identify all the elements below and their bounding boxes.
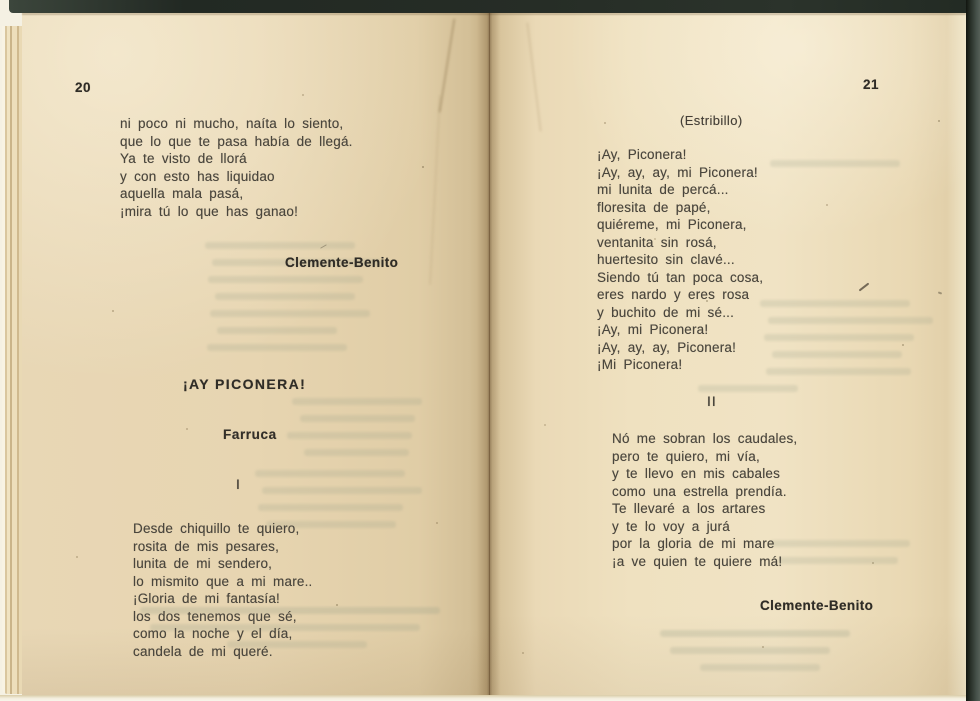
poem-line: Desde chiquillo te quiero, <box>133 521 300 536</box>
poem-line: ¡Gloria de mi fantasía! <box>133 591 281 606</box>
poem-line: ¡Mi Piconera! <box>597 357 683 372</box>
book-cover-edge-right <box>966 0 980 701</box>
poem-line: mi lunita de percá... <box>597 182 729 197</box>
poem-line: ¡Ay, Piconera! <box>597 147 687 162</box>
section-numeral: II <box>707 393 717 409</box>
poem-line: lo mismito que a mi mare.. <box>133 573 313 589</box>
poem-line: Siendo tú tan poca cosa, <box>597 269 764 285</box>
poem-line: Nó me sobran los caudales, <box>612 431 798 446</box>
poem-line: por la gloria de mi mare <box>612 536 775 551</box>
poem-line: ventanita sin rosá, <box>597 234 717 250</box>
poem-line: eres nardo y eres rosa <box>597 287 750 302</box>
gutter-hairline <box>489 13 490 696</box>
poem-line: rosita de mis pesares, <box>133 538 280 554</box>
stanza-two <box>612 430 797 570</box>
paper-speckles <box>0 0 2 2</box>
show-through-line <box>768 317 933 324</box>
poem-line: como una estrella prendía. <box>612 483 787 499</box>
refrain-stanza <box>597 146 763 374</box>
show-through-line <box>207 344 347 351</box>
cover-shadow-on-pages <box>22 13 966 15</box>
poem-line: ni poco ni mucho, naíta lo siento, <box>120 116 344 131</box>
show-through-line <box>772 351 902 358</box>
poem-line: Te llevaré a los artares <box>612 501 766 516</box>
show-through-line <box>215 293 355 300</box>
poem-line: y te lo voy a jurá <box>612 518 730 534</box>
show-through-line <box>205 242 355 249</box>
stanza-one <box>133 520 313 660</box>
poem-line: pero te quiero, mi vía, <box>612 448 760 464</box>
poem-line: ¡a ve quien te quiere má! <box>612 553 783 569</box>
poem-line: Ya te visto de llorá <box>120 151 247 166</box>
show-through-line <box>262 487 422 494</box>
page-edge-stack-left <box>2 26 24 694</box>
page-number-right: 21 <box>863 77 880 92</box>
book-cover-edge-top <box>9 0 980 13</box>
show-through-line <box>700 664 820 671</box>
poem-line: que lo que te pasa había de llegá. <box>120 133 353 149</box>
show-through-line <box>670 647 830 654</box>
intro-stanza <box>120 115 353 220</box>
show-through-line <box>304 449 409 456</box>
show-through-line <box>255 470 405 477</box>
show-through-line <box>258 504 403 511</box>
show-through-line <box>292 398 422 405</box>
show-through-line <box>208 276 363 283</box>
poem-line: ¡Ay, ay, ay, Piconera! <box>597 339 737 355</box>
show-through-line <box>770 160 900 167</box>
poem-line: ¡Ay, ay, ay, mi Piconera! <box>597 164 758 180</box>
poem-line: y buchito de mi sé... <box>597 304 735 320</box>
author-name: Clemente-Benito <box>285 255 399 270</box>
poem-line: lunita de mi sendero, <box>133 556 273 571</box>
show-through-line <box>766 368 911 375</box>
section-numeral: I <box>236 476 241 492</box>
refrain-heading: (Estribillo) <box>680 113 743 128</box>
poem-line: aquella mala pasá, <box>120 186 244 201</box>
poem-line: y con esto has liquidao <box>120 168 275 184</box>
scan-bottom-strip <box>0 695 966 701</box>
poem-title: ¡AY PICONERA! <box>183 376 307 392</box>
poem-line: los dos tenemos que sé, <box>133 608 297 624</box>
poem-line: candela de mi queré. <box>133 643 273 659</box>
show-through-line <box>217 327 337 334</box>
poem-line: huertesito sin clavé... <box>597 252 735 267</box>
poem-line: como la noche y el día, <box>133 626 293 641</box>
poem-line: ¡mira tú lo que has ganao! <box>120 203 299 219</box>
author-name: Clemente-Benito <box>760 598 874 613</box>
left-page <box>22 13 488 696</box>
poem-line: ¡Ay, mi Piconera! <box>597 322 709 337</box>
show-through-line <box>300 415 415 422</box>
right-page <box>488 13 966 696</box>
show-through-line <box>764 334 914 341</box>
show-through-line <box>287 432 412 439</box>
show-through-line <box>210 310 370 317</box>
poem-line: quiéreme, mi Piconera, <box>597 217 747 232</box>
poem-line: y te llevo en mis cabales <box>612 466 781 481</box>
show-through-line <box>760 300 910 307</box>
show-through-line <box>698 385 798 392</box>
show-through-line <box>660 630 850 637</box>
poem-line: floresita de papé, <box>597 199 711 215</box>
page-number-left: 20 <box>75 80 92 95</box>
poem-style-label: Farruca <box>223 427 277 442</box>
